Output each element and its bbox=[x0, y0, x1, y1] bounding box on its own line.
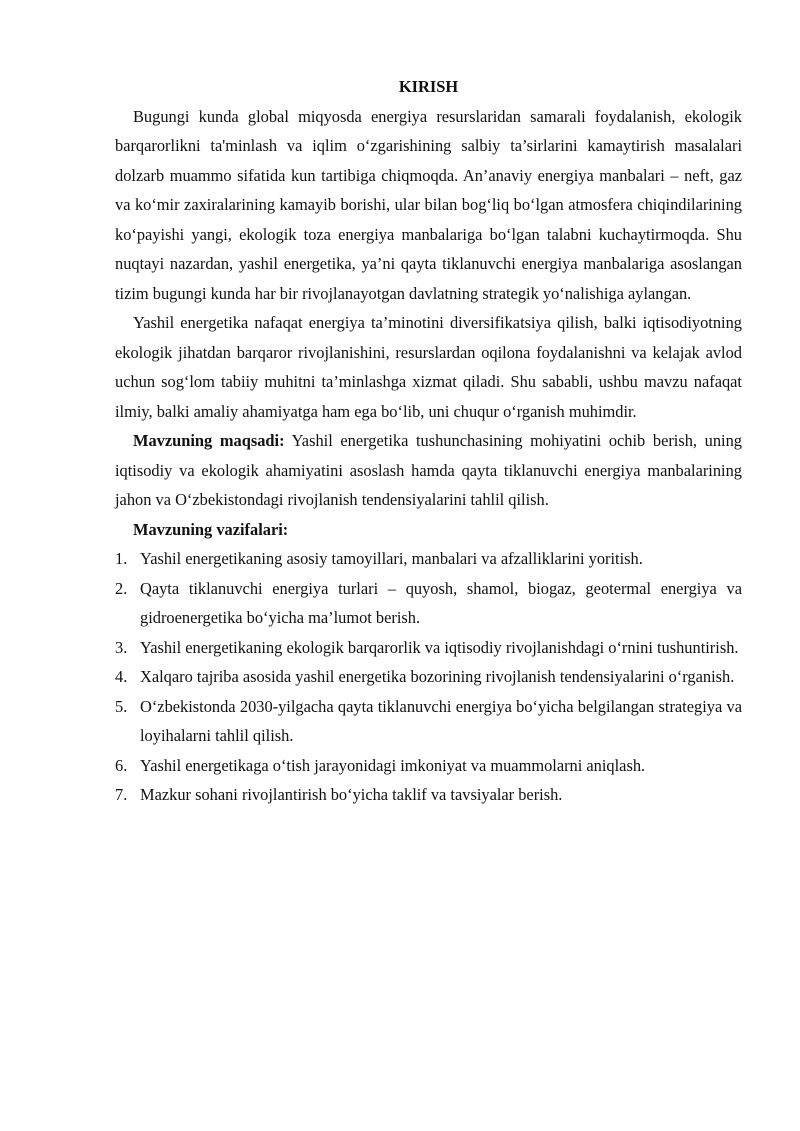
goal-paragraph bbox=[115, 426, 742, 515]
task-number: 2. bbox=[115, 578, 128, 598]
task-number: 3. bbox=[115, 637, 128, 657]
task-item bbox=[115, 780, 742, 810]
goal-text: Yashil energetika tushunchasining mohiyatini ochib berish, uning iqtisodiy va ekologik ahamiyatini asoslash hamda qayta tiklanuvchi energiya manbalarining jahon va O‘zbekistondagi rivojlanish tendensiyalarini tahlil qilish. bbox=[115, 431, 743, 509]
task-number: 7. bbox=[115, 785, 128, 804]
task-number: 1. bbox=[115, 549, 128, 568]
task-item bbox=[115, 662, 742, 692]
task-item bbox=[115, 574, 742, 633]
document-page bbox=[115, 72, 742, 810]
task-text: Yashil energetikaga o‘tish jarayonidagi imkoniyat va muammolarni aniqlash. bbox=[140, 755, 646, 775]
task-number: 5. bbox=[115, 696, 128, 716]
task-item bbox=[115, 751, 742, 781]
task-text: Qayta tiklanuvchi energiya turlari – quyosh, shamol, biogaz, geotermal energiya va gidroenergetika bo‘yicha ma’lumot berish. bbox=[140, 578, 742, 627]
task-item bbox=[115, 692, 742, 751]
task-item bbox=[115, 544, 742, 574]
intro-paragraph-2: Yashil energetika nafaqat energiya ta’minotini diversifikatsiya qilish, balki iqtisodiyotning ekologik jihatdan barqaror rivojlanishini, resurslardan oqilona foydalanishni va kelajak avlod uchun sog‘lom tabiiy muhitni ta’minlashga xizmat qiladi. Shu sababli, ushbu mavzu nafaqat ilmiy, balki amaliy ahamiyatga ham ega bo‘lib, uni chuqur o‘rganish muhimdir. bbox=[115, 313, 742, 421]
task-text: Yashil energetikaning ekologik barqarorlik va iqtisodiy rivojlanishdagi o‘rnini tushuntirish. bbox=[140, 637, 739, 657]
task-text: Xalqaro tajriba asosida yashil energetika bozorining rivojlanish tendensiyalarini o‘rganish. bbox=[140, 667, 735, 686]
task-number: 6. bbox=[115, 755, 128, 775]
goal-label: Mavzuning maqsadi: bbox=[133, 431, 285, 450]
task-item bbox=[115, 633, 742, 663]
intro-paragraph-1: Bugungi kunda global miqyosda energiya resurslaridan samarali foydalanish, ekologik barqarorlikni ta'minlash va iqlim o‘zgarishining salbiy ta’sirlarini kamaytirish masalalari dolzarb muammo sifatida kun tartibiga chiqmoqda. An’anaviy energiya manbalari – neft, gaz va ko‘mir zaxiralarining kamayib borishi, ular bilan bog‘liq bo‘lgan atmosfera chiqindilarining ko‘payishi yangi, ekologik toza energiya manbalariga bo‘lgan talabni kuchaytirmoqda. Shu nuqtayi nazardan, yashil energetika, ya’ni qayta tiklanuvchi energiya manbalariga asoslangan tizim bugungi kunda har bir rivojlanayotgan davlatning strategik yo‘nalishiga aylangan. bbox=[115, 106, 742, 303]
tasks-heading: Mavzuning vazifalari: bbox=[133, 519, 289, 539]
task-text: Yashil energetikaning asosiy tamoyillari, manbalari va afzalliklarini yoritish. bbox=[140, 549, 643, 568]
task-text: O‘zbekistonda 2030-yilgacha qayta tiklanuvchi energiya bo‘yicha belgilangan strategiya va loyihalarni tahlil qilish. bbox=[140, 696, 742, 745]
document-title: KIRISH bbox=[398, 77, 459, 96]
task-number: 4. bbox=[115, 667, 128, 686]
task-text: Mazkur sohani rivojlantirish bo‘yicha taklif va tavsiyalar berish. bbox=[140, 785, 563, 804]
tasks-list bbox=[115, 544, 742, 810]
